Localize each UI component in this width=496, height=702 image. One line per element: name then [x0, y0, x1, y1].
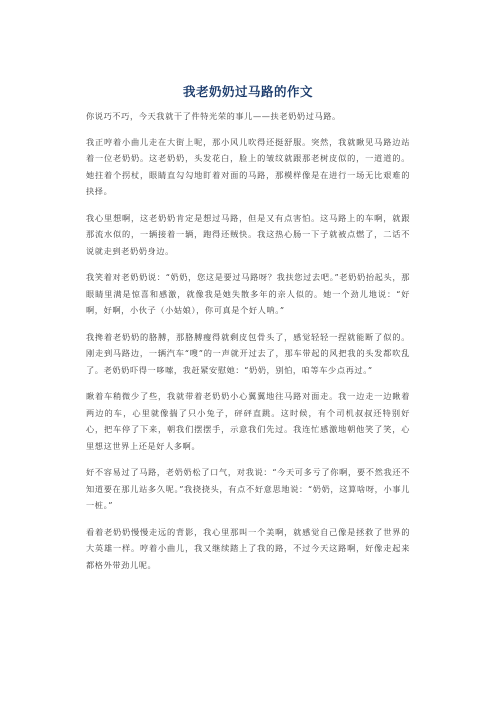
- paragraph-2: 我正哼着小曲儿走在大街上呢，那小风儿吹得还挺舒服。突然，我就瞅见马路边站着一位老奶奶。这老奶奶，头发花白，脸上的皱纹就跟那老树皮似的，一道道的。她拄着个拐杖，眼睛直勾勾地盯着对面的马路，那模样像是在进行一场无比艰难的抉择。: [86, 136, 410, 196]
- paragraph-1: 你说巧不巧，今天我就干了件特光荣的事儿——扶老奶奶过马路。: [86, 111, 341, 121]
- document-title: 我老奶奶过马路的作文: [182, 84, 313, 99]
- paragraph-3: 我心里想啊，这老奶奶肯定是想过马路，但是又有点害怕。这马路上的车啊，就跟那流水似的，一辆接着一辆，跑得还贼快。我这热心肠一下子就被点燃了，二话不说就走到老奶奶身边。: [86, 212, 410, 256]
- paragraph-5: 我搀着老奶奶的胳膊，那胳膊瘦得就剩皮包骨头了，感觉轻轻一捏就能断了似的。刚走到马路边，一辆汽车“嗖”的一声就开过去了，那车带起的风把我的头发都吹乱了。老奶奶吓得一哆嗦，我赶紧安慰她：“奶奶，别怕，咱等车少点再过。”: [86, 331, 410, 375]
- paragraph-4: 我笑着对老奶奶说：“奶奶，您这是要过马路呀？我扶您过去吧。”老奶奶抬起头，那眼睛里满是惊喜和感激，就像我是她失散多年的亲人似的。她一个劲儿地说：“好啊，好啊，小伙子（小姑娘），你可真是个好人呐。”: [86, 272, 410, 315]
- paragraph-8: 看着老奶奶慢慢走远的背影，我心里那叫一个美啊，就感觉自己像是拯救了世界的大英雄一样。哼着小曲儿，我又继续踏上了我的路，不过今天这路啊，好像走起来都格外带劲儿呢。: [86, 526, 410, 570]
- paragraph-6: 瞅着车稍微少了些，我就带着老奶奶小心翼翼地往马路对面走。我一边走一边瞅着两边的车，心里就像揣了只小兔子，砰砰直跳。这时候，有个司机叔叔还特别好心，把车停了下来，朝我们摆摆手，示意我们先过。我连忙感激地朝他笑了笑，心里想这世界上还是好人多啊。: [86, 391, 410, 451]
- paragraph-7: 好不容易过了马路，老奶奶松了口气，对我说：“今天可多亏了你啊，要不然我还不知道要在那儿站多久呢。”我挠挠头，有点不好意思地说：“奶奶，这算啥呀，小事儿一桩。”: [86, 467, 410, 510]
